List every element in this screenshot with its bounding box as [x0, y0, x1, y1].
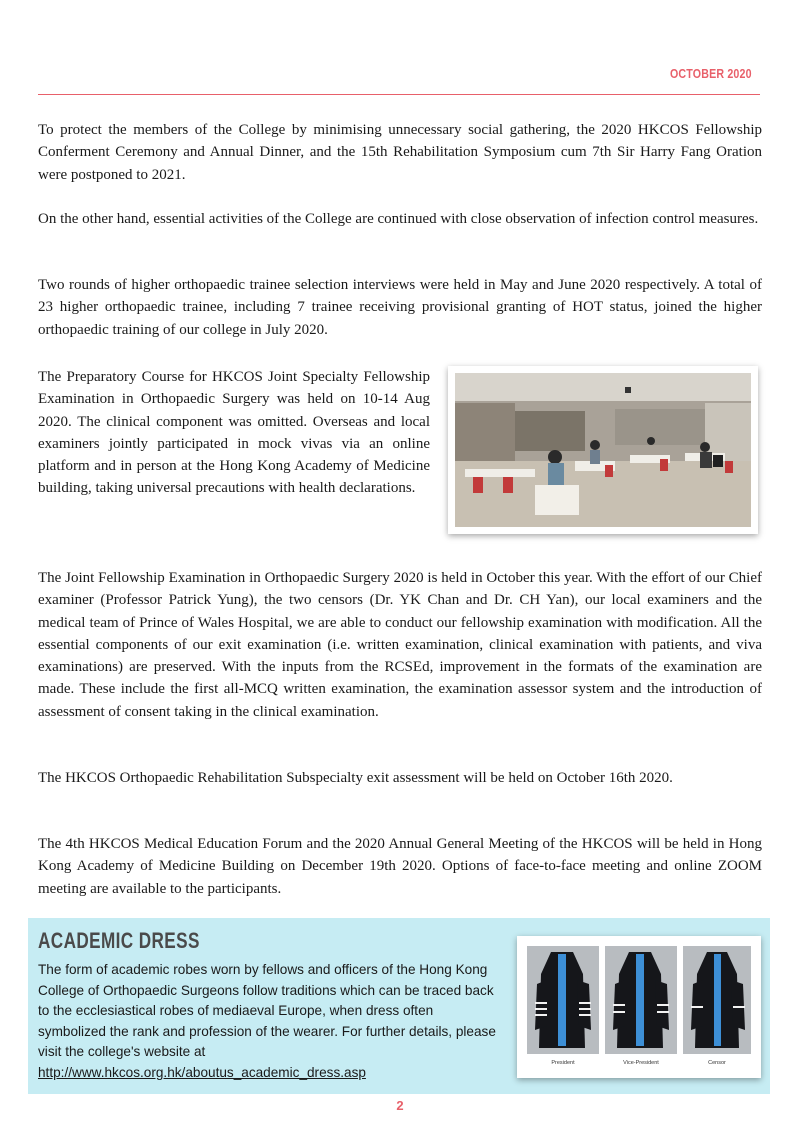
exam-room-photo	[448, 366, 758, 534]
paragraph-trainee-selection: Two rounds of higher orthopaedic trainee selection interviews were held in May and June 2020 respectively. A total of 23 higher orthopaedic trainee, including 7 trainee receiving provisional granting of HOT status, joined the higher orthopaedic training of our college in July 2020.	[38, 277, 762, 338]
robe-caption-vice-president: Vice-President	[623, 1060, 659, 1066]
paragraph-postponement: To protect the members of the College by minimising unnecessary social gathering, the 2020 HKCOS Fellowship Conferment Ceremony and Annual Dinner, and the 15th Rehabilitation Symposium cum 7th Sir Harry Fang Oration were postponed to 2021.	[38, 122, 762, 183]
page-number: 2	[396, 1098, 404, 1113]
paragraph-education-forum: The 4th HKCOS Medical Education Forum and the 2020 Annual General Meeting of the HKCOS will be held in Hong Kong Academy of Medicine Building on December 19th 2020. Options of face-to-face meeting and online ZOOM meeting are available to the participants.	[38, 836, 762, 897]
paragraph-rehab-assessment: The HKCOS Orthopaedic Rehabilitation Subspecialty exit assessment will be held on October 16th 2020.	[38, 770, 673, 786]
header-divider	[38, 94, 760, 95]
exam-room-photo-image	[455, 373, 751, 527]
paragraph-preparatory-course: The Preparatory Course for HKCOS Joint Specialty Fellowship Examination in Orthopaedic Surgery was held on 10-14 Aug 2020. The clinical component was omitted. Overseas and local examiners jointly participated in mock vivas via an online platform and in person at the Hong Kong Academy of Medicine building, taking universal precautions with health declarations.	[38, 369, 430, 497]
academic-dress-text	[38, 960, 503, 1084]
paragraph-fellowship-exam: The Joint Fellowship Examination in Orthopaedic Surgery 2020 is held in October this year. With the effort of our Chief examiner (Professor Patrick Yung), the two censors (Dr. YK Chan and Dr. CH Yan), our local examiners and the medical team of Prince of Wales Hospital, we are able to conduct our fellowship examination with modification. All the essential components of our exit examination (i.e. written examination, clinical examination with patients, and viva examinations) are preserved. With the inputs from the RCSEd, improvement in the formats of the examination are made. These include the first all-MCQ written examination, the examination assessor system and the introduction of assessment of consent taking in the clinical examination.	[38, 570, 762, 720]
academic-robes-image	[525, 944, 753, 1070]
academic-dress-panel	[28, 918, 770, 1094]
academic-dress-title: ACADEMIC DRESS	[38, 928, 200, 953]
academic-dress-description: The form of academic robes worn by fellows and officers of the Hong Kong College of Orthopaedic Surgeons follow traditions which can be traced back to the ecclesiastical robes of mediaeval Europe, when dress often symbolized the rank and profession of the wearer. For further details, please visit the college's website at	[38, 962, 496, 1060]
academic-dress-link[interactable]: http://www.hkcos.org.hk/aboutus_academic_dress.asp	[38, 1064, 366, 1080]
newsletter-date: OCTOBER 2020	[670, 66, 752, 81]
paragraph-infection-control: On the other hand, essential activities of the College are continued with close observation of infection control measures.	[38, 211, 759, 227]
academic-robes-photo	[517, 936, 761, 1078]
robe-caption-censor: Censor	[708, 1060, 726, 1066]
robe-caption-president: President	[551, 1060, 575, 1066]
